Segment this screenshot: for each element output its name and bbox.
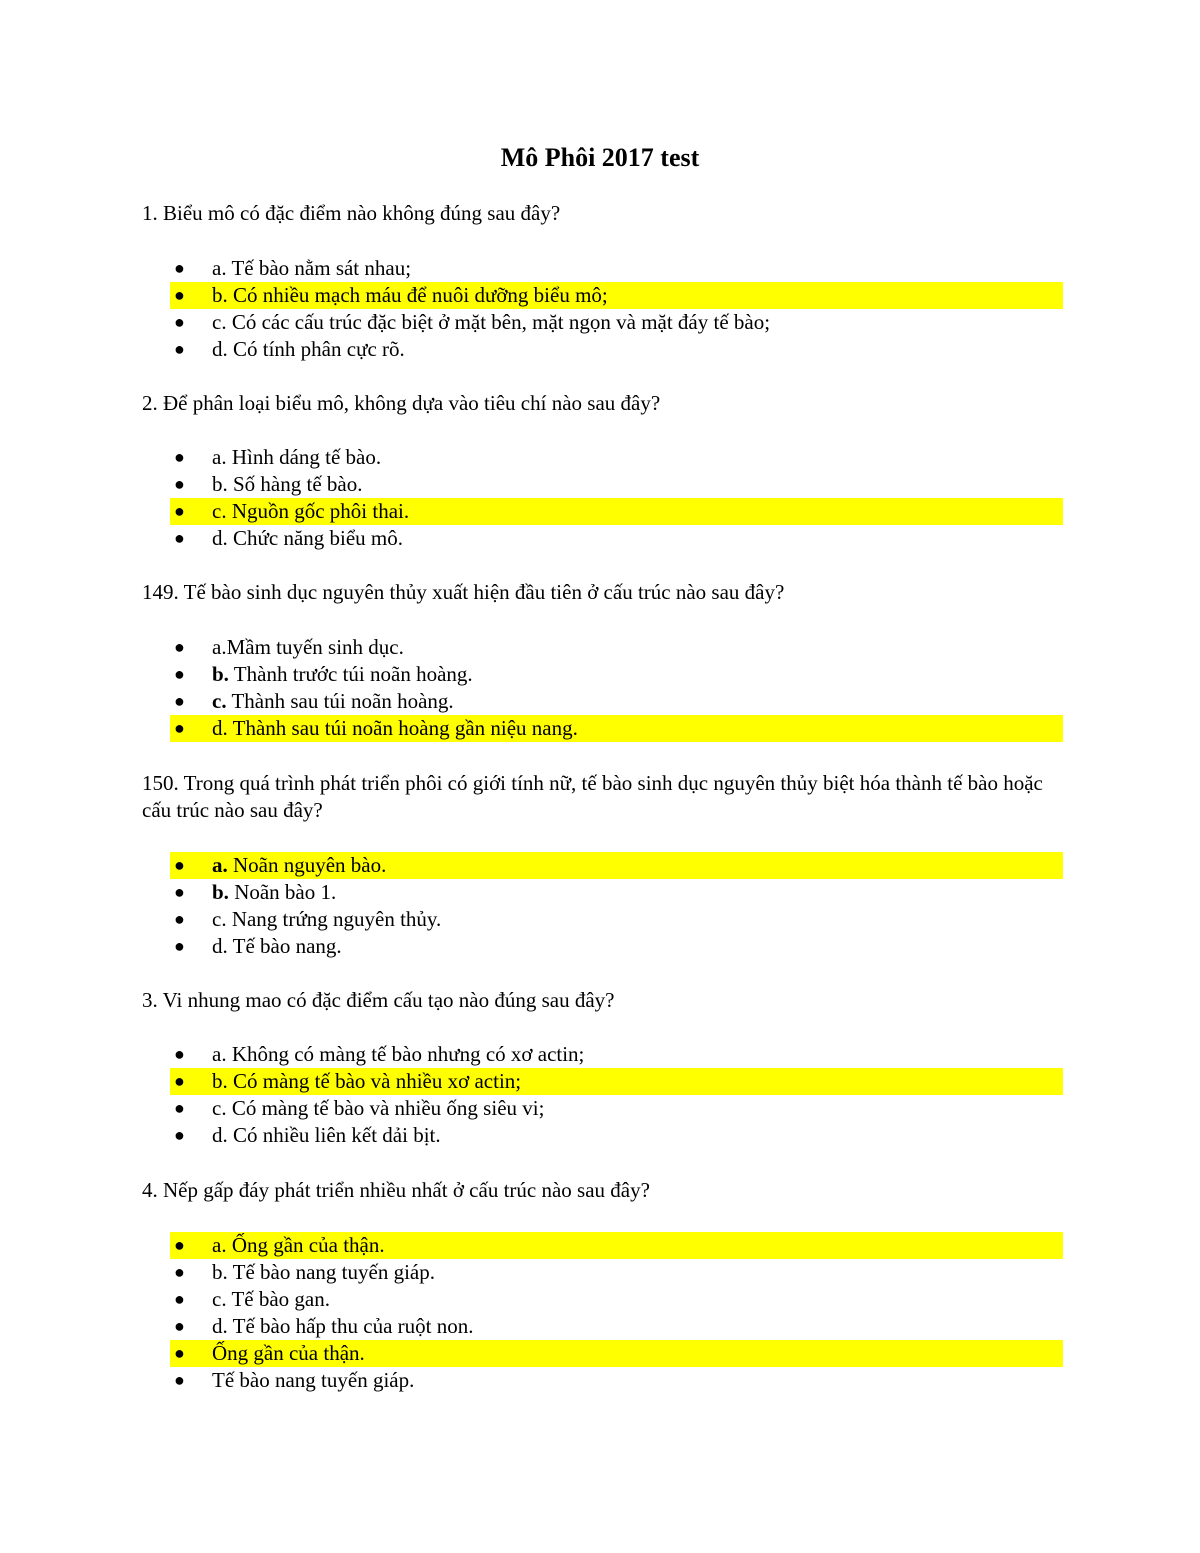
option-text: c. Có màng tế bào và nhiều ống siêu vi; bbox=[212, 1096, 545, 1120]
bullet-icon: ● bbox=[174, 312, 185, 332]
option-prefix: a. bbox=[212, 853, 228, 877]
option-text: a. Tế bào nằm sát nhau; bbox=[212, 256, 412, 280]
answer-option bbox=[170, 309, 1063, 336]
answer-option bbox=[170, 1095, 1063, 1122]
question-text: 2. Để phân loại biểu mô, không dựa vào tiêu chí nào sau đây? bbox=[142, 391, 661, 415]
answer-option bbox=[170, 1122, 1063, 1149]
option-text: c. Nguồn gốc phôi thai. bbox=[212, 499, 410, 523]
document-title: Mô Phôi 2017 test bbox=[500, 143, 700, 172]
bullet-icon: ● bbox=[174, 528, 185, 548]
question-text: 3. Vi nhung mao có đặc điểm cấu tạo nào đúng sau đây? bbox=[142, 988, 615, 1012]
answer-option-highlighted bbox=[170, 498, 1063, 525]
bullet-icon: ● bbox=[174, 339, 185, 359]
answer-options bbox=[170, 852, 1063, 960]
answer-option bbox=[170, 634, 1063, 661]
answer-option-highlighted bbox=[170, 282, 1063, 309]
bullet-icon: ● bbox=[174, 691, 185, 711]
answer-option-highlighted bbox=[170, 1232, 1063, 1259]
answer-option bbox=[170, 444, 1063, 471]
bullet-icon: ● bbox=[174, 285, 185, 305]
bullet-icon: ● bbox=[174, 855, 185, 875]
answer-option bbox=[170, 688, 1063, 715]
bullet-icon: ● bbox=[174, 1125, 185, 1145]
bullet-icon: ● bbox=[174, 1343, 185, 1363]
answer-option-highlighted bbox=[170, 852, 1063, 879]
answer-options bbox=[170, 255, 1063, 363]
question-text: 4. Nếp gấp đáy phát triển nhiều nhất ở cấu trúc nào sau đây? bbox=[142, 1178, 650, 1202]
answer-option-highlighted bbox=[170, 715, 1063, 742]
bullet-icon: ● bbox=[174, 1071, 185, 1091]
bullet-icon: ● bbox=[174, 718, 185, 738]
option-text: b. Có màng tế bào và nhiều xơ actin; bbox=[212, 1069, 522, 1093]
bullet-icon: ● bbox=[174, 637, 185, 657]
answer-option bbox=[170, 1041, 1063, 1068]
option-text: b. Tế bào nang tuyến giáp. bbox=[212, 1260, 435, 1284]
bullet-icon: ● bbox=[174, 258, 185, 278]
answer-option bbox=[170, 471, 1063, 498]
answer-options bbox=[170, 1041, 1063, 1149]
option-prefix: c. bbox=[212, 689, 227, 713]
answer-option bbox=[170, 933, 1063, 960]
option-text: c. Có các cấu trúc đặc biệt ở mặt bên, mặt ngọn và mặt đáy tế bào; bbox=[212, 310, 771, 334]
bullet-icon: ● bbox=[174, 1262, 185, 1282]
option-text: b. Số hàng tế bào. bbox=[212, 472, 363, 496]
option-text: Tế bào nang tuyến giáp. bbox=[212, 1368, 415, 1392]
bullet-icon: ● bbox=[174, 1235, 185, 1255]
answer-option bbox=[170, 525, 1063, 552]
bullet-icon: ● bbox=[174, 1044, 185, 1064]
answer-option bbox=[170, 336, 1063, 363]
answer-option bbox=[170, 255, 1063, 282]
option-text: d. Có nhiều liên kết dải bịt. bbox=[212, 1123, 441, 1147]
bullet-icon: ● bbox=[174, 1370, 185, 1390]
option-prefix: b. bbox=[212, 880, 229, 904]
option-text: c. Nang trứng nguyên thủy. bbox=[212, 907, 442, 931]
bullet-icon: ● bbox=[174, 936, 185, 956]
bullet-icon: ● bbox=[174, 1316, 185, 1336]
answer-option bbox=[170, 1313, 1063, 1340]
option-text: Thành sau túi noãn hoàng. bbox=[226, 689, 454, 713]
option-text: c. Tế bào gan. bbox=[212, 1287, 330, 1311]
option-text: d. Tế bào nang. bbox=[212, 934, 342, 958]
answer-option bbox=[170, 661, 1063, 688]
answer-option bbox=[170, 1367, 1063, 1394]
option-text: d. Có tính phân cực rõ. bbox=[212, 337, 405, 361]
answer-options bbox=[170, 444, 1063, 552]
option-text: d. Thành sau túi noãn hoàng gần niệu nang. bbox=[212, 716, 578, 740]
question-text: 149. Tế bào sinh dục nguyên thủy xuất hiện đầu tiên ở cấu trúc nào sau đây? bbox=[142, 580, 785, 604]
option-text: a.Mầm tuyến sinh dục. bbox=[212, 635, 404, 659]
bullet-icon: ● bbox=[174, 1098, 185, 1118]
answer-options bbox=[170, 1232, 1063, 1394]
option-text: a. Không có màng tế bào nhưng có xơ actin; bbox=[212, 1042, 585, 1066]
bullet-icon: ● bbox=[174, 501, 185, 521]
option-text: Thành trước túi noãn hoàng. bbox=[228, 662, 473, 686]
answer-option-highlighted bbox=[170, 1340, 1063, 1367]
option-text: a. Hình dáng tế bào. bbox=[212, 445, 382, 469]
option-text: Noãn nguyên bào. bbox=[227, 853, 387, 877]
bullet-icon: ● bbox=[174, 447, 185, 467]
answer-options bbox=[170, 634, 1063, 742]
answer-option bbox=[170, 1259, 1063, 1286]
option-text: d. Chức năng biểu mô. bbox=[212, 526, 404, 550]
answer-option bbox=[170, 1286, 1063, 1313]
bullet-icon: ● bbox=[174, 474, 185, 494]
option-text: b. Có nhiều mạch máu để nuôi dưỡng biểu mô; bbox=[212, 283, 608, 307]
bullet-icon: ● bbox=[174, 664, 185, 684]
bullet-icon: ● bbox=[174, 882, 185, 902]
answer-option-highlighted bbox=[170, 1068, 1063, 1095]
option-text: a. Ống gần của thận. bbox=[212, 1233, 385, 1257]
bullet-icon: ● bbox=[174, 909, 185, 929]
question-text: 1. Biểu mô có đặc điểm nào không đúng sau đây? bbox=[142, 201, 561, 225]
question-text: 150. Trong quá trình phát triển phôi có giới tính nữ, tế bào sinh dục nguyên thủy biệt hóa thành tế bào hoặc cấu trúc nào sau đây? bbox=[142, 771, 1043, 822]
option-text: d. Tế bào hấp thu của ruột non. bbox=[212, 1314, 474, 1338]
answer-option bbox=[170, 879, 1063, 906]
option-text: Noãn bào 1. bbox=[228, 880, 337, 904]
option-prefix: b. bbox=[212, 662, 229, 686]
bullet-icon: ● bbox=[174, 1289, 185, 1309]
option-text: Ống gần của thận. bbox=[212, 1341, 365, 1365]
answer-option bbox=[170, 906, 1063, 933]
